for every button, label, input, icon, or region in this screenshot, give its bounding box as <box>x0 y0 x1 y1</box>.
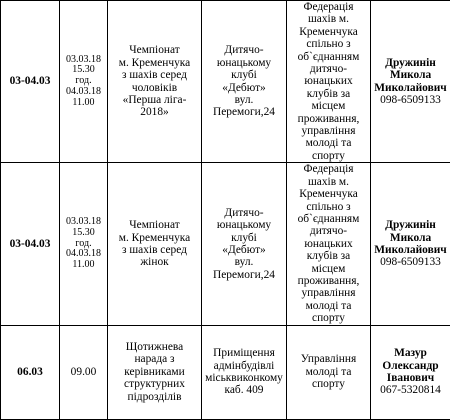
event-time: 03.03.18 15.30 год. 04.03.18 11.00 <box>60 163 108 325</box>
table-row <box>1 163 450 325</box>
contact-name: Мазур <box>372 347 449 359</box>
contact-name: Миколайович <box>372 82 449 94</box>
contact-name: Микола <box>372 232 449 244</box>
event-date: 03-04.03 <box>1 163 60 325</box>
contact-name: Іванович <box>372 372 449 384</box>
event-name: Чемпіонат м. Кременчука з шахів серед чоловіків «Перша ліга- 2018» <box>108 1 202 163</box>
event-organizer: Федерація шахів м. Кременчука спільно з об`єднанням дитячо- юнацьких клубів за місцем проживання, управління молоді та спорту <box>287 163 371 325</box>
event-date: 03-04.03 <box>1 1 60 163</box>
event-place: Дитячо- юнацькому клубі «Дебют» вул. Перемоги,24 <box>202 1 287 163</box>
event-date: 06.03 <box>1 325 60 419</box>
contact-name: Микола <box>372 69 449 81</box>
event-time: 03.03.18 15.30 год. 04.03.18 11.00 <box>60 1 108 163</box>
contact-name: Олександр <box>372 360 449 372</box>
event-organizer: Федерація шахів м. Кременчука спільно з об`єднанням дитячо- юнацьких клубів за місцем проживання, управління молоді та спорту <box>287 1 371 163</box>
event-contact <box>371 163 450 325</box>
event-place: Приміщення адмінбудівлі міськвиконкому каб. 409 <box>202 325 287 419</box>
contact-phone: 098-6509133 <box>372 256 449 268</box>
event-time: 09.00 <box>60 325 108 419</box>
event-place: Дитячо- юнацькому клубі «Дебют» вул. Перемоги,24 <box>202 163 287 325</box>
contact-name: Дружинін <box>372 57 449 69</box>
event-name: Щотижнева нарада з керівниками структурних підрозділів <box>108 325 202 419</box>
contact-name: Дружинін <box>372 219 449 231</box>
table-row <box>1 325 450 419</box>
event-organizer: Управління молоді та спорту <box>287 325 371 419</box>
contact-phone: 098-6509133 <box>372 94 449 106</box>
event-contact <box>371 325 450 419</box>
event-contact <box>371 1 450 163</box>
contact-phone: 067-5320814 <box>372 384 449 396</box>
table-row <box>1 1 450 163</box>
contact-name: Миколайович <box>372 244 449 256</box>
event-name: Чемпіонат м. Кременчука з шахів серед жінок <box>108 163 202 325</box>
